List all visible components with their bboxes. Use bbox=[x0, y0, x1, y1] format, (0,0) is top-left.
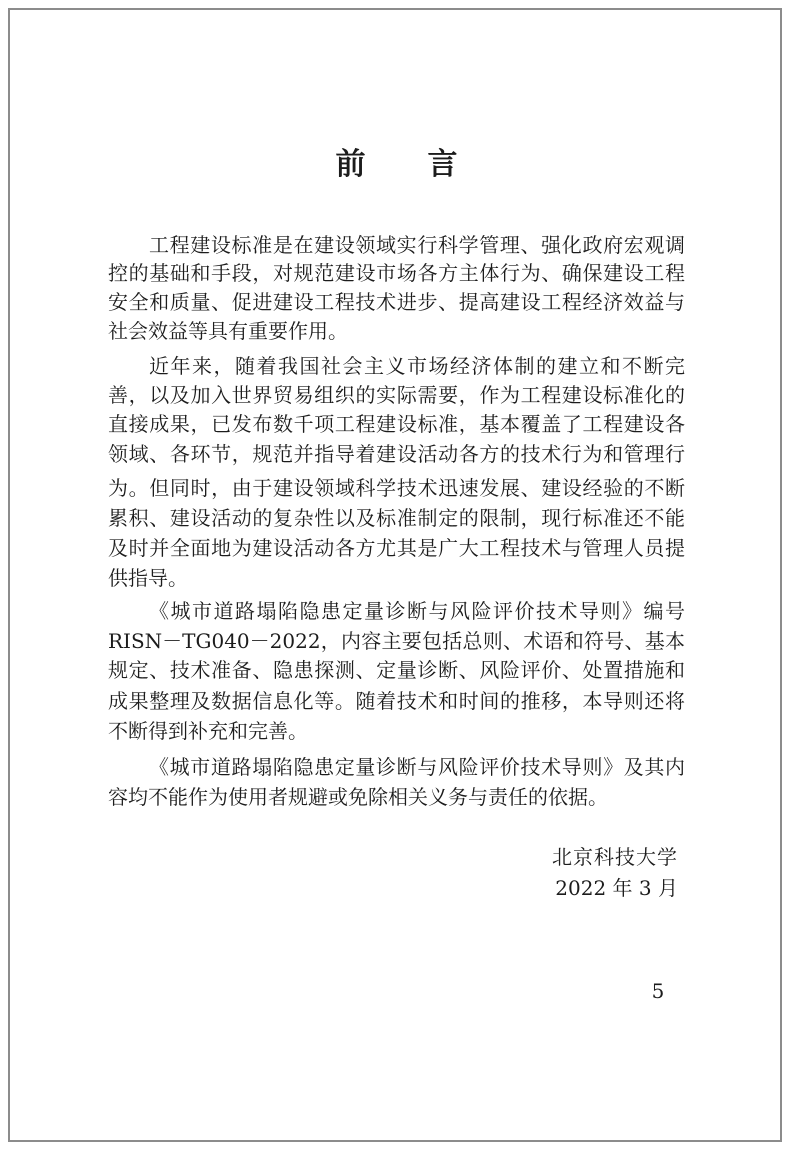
page-number: 5 bbox=[651, 979, 665, 1003]
paragraph-4-line-2: 容均不能作为使用者规避或免除相关义务与责任的依据。 bbox=[108, 785, 608, 809]
paragraph-2-line-6: 累积、建设活动的复杂性以及标准制定的限制，现行标准还不能 bbox=[108, 506, 685, 530]
paragraph-2-line-3: 直接成果，已发布数千项工程建设标准，基本覆盖了工程建设各 bbox=[108, 412, 685, 436]
paragraph-1-line-2: 控的基础和手段，对规范建设市场各方主体行为、确保建设工程 bbox=[108, 261, 685, 285]
paragraph-1-line-4: 社会效益等具有重要作用。 bbox=[108, 319, 348, 343]
paragraph-1-line-3: 安全和质量、促进建设工程技术进步、提高建设工程经济效益与 bbox=[108, 290, 685, 314]
paragraph-2-line-4: 领域、各环节，规范并指导着建设活动各方的技术行为和管理行 bbox=[108, 442, 685, 466]
page-title: 前言 bbox=[335, 147, 520, 182]
paragraph-3-line-3: 规定、技术准备、隐患探测、定量诊断、风险评价、处置措施和 bbox=[108, 658, 685, 682]
paragraph-3-line-5: 不断得到补充和完善。 bbox=[108, 719, 308, 743]
paragraph-3-line-4: 成果整理及数据信息化等。随着技术和时间的推移，本导则还将 bbox=[108, 689, 685, 713]
paragraph-4-line-1: 《城市道路塌陷隐患定量诊断与风险评价技术导则》及其内 bbox=[149, 755, 685, 779]
paragraph-2-line-8: 供指导。 bbox=[108, 566, 188, 590]
paragraph-2-line-5: 为。但同时，由于建设领域科学技术迅速发展、建设经验的不断 bbox=[108, 476, 685, 500]
paragraph-3-line-1: 《城市道路塌陷隐患定量诊断与风险评价技术导则》编号 bbox=[149, 599, 685, 623]
paragraph-2-line-1: 近年来，随着我国社会主义市场经济体制的建立和不断完 bbox=[149, 354, 685, 378]
signature-organization: 北京科技大学 bbox=[552, 845, 678, 869]
paragraph-2-line-2: 善，以及加入世界贸易组织的实际需要，作为工程建设标准化的 bbox=[108, 383, 685, 407]
paragraph-3-line-2: RISN－TG040－2022，内容主要包括总则、术语和符号、基本 bbox=[108, 629, 685, 653]
signature-date: 2022 年 3 月 bbox=[555, 876, 678, 900]
paragraph-1-line-1: 工程建设标准是在建设领域实行科学管理、强化政府宏观调 bbox=[149, 233, 685, 257]
paragraph-2-line-7: 及时并全面地为建设活动各方尤其是广大工程技术与管理人员提 bbox=[108, 536, 685, 560]
